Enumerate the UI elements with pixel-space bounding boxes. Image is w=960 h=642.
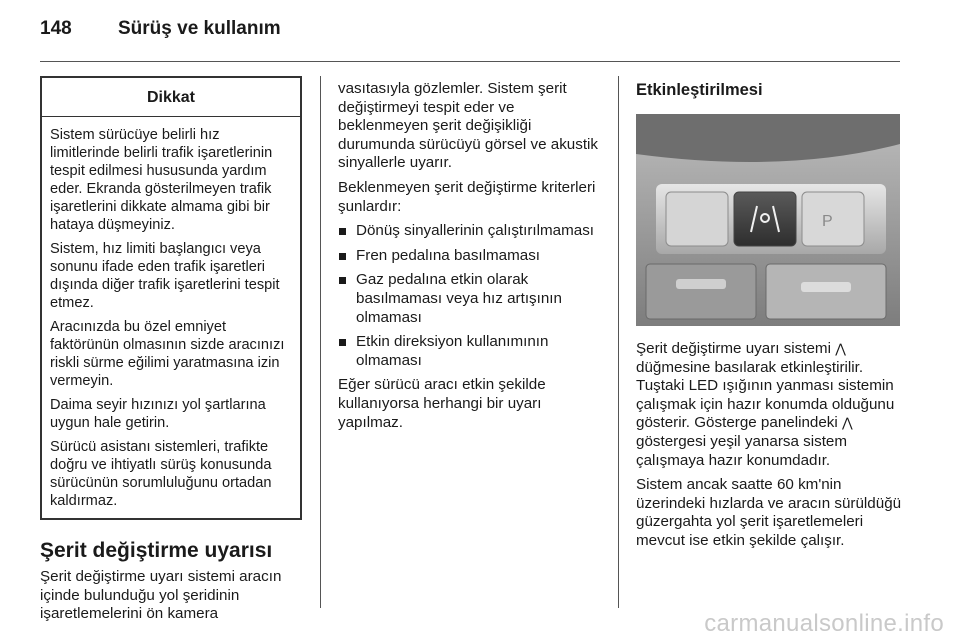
speed-condition-paragraph: Sistem ancak saatte 60 km'nin üzerindeki hızlarda ve aracın sürüldüğü güzergahta yol şerit işaretlemeleri mevcut ise etkin şekilde çalışır. — [636, 476, 902, 549]
activation-text-a: Şerit değiştirme uyarı sistemi — [636, 340, 831, 357]
caution-paragraph: Sistem, hız limiti başlangıcı veya sonunu ifade eden trafik işaretleri dışında diğer trafik işaretlerini tespit etmez. — [50, 241, 280, 311]
parking-sensor-label: P — [822, 213, 833, 230]
list-item: Etkin direksiyon kullanımının olmaması — [338, 333, 600, 370]
column-1 — [40, 76, 302, 630]
column-3 — [636, 80, 902, 557]
activation-text-b: düğmesine basılarak etkinleştirilir. Tuştaki LED ışığının yanması sistemin çalışmak için hazır konumda olduğunu gösterir. Gösterge panelindeki — [636, 358, 895, 432]
activation-paragraph — [636, 340, 902, 470]
caution-paragraph: Daima seyir hızınızı yol şartlarına uygun hale getirin. — [50, 397, 266, 431]
column-divider-2 — [618, 76, 619, 608]
page-number: 148 — [40, 18, 72, 39]
header-rule — [40, 61, 900, 62]
section-intro: Şerit değiştirme uyarı sistemi aracın içinde bulunduğu yol şeridinin işaretlemelerini ön kamera — [40, 568, 282, 623]
continuation-paragraph: vasıtasıyla gözlemler. Sistem şerit değiştirmeyi tespit eder ve beklenmeyen şerit değişikliği durumunda sürücüyü görsel ve akustik sinyallerle uyarır. — [338, 80, 599, 172]
caution-box — [40, 76, 302, 520]
dashboard-button-photo — [636, 114, 900, 326]
criteria-list — [338, 222, 600, 370]
caution-heading: Dikkat — [42, 78, 300, 117]
caution-body — [42, 117, 300, 518]
list-item: Gaz pedalına etkin olarak basılmaması veya hız artışının olmaması — [338, 271, 600, 327]
watermark: carmanualsonline.info — [704, 610, 944, 637]
activation-text-c: göstergesi yeşil yanarsa sistem çalışmaya hazır konumdadır. — [636, 432, 848, 469]
running-title: Sürüş ve kullanım — [118, 18, 281, 39]
page-header — [40, 18, 900, 58]
subsection-title: Etkinleştirilmesi — [636, 81, 763, 99]
section-title: Şerit değiştirme uyarısı — [40, 539, 273, 562]
column-2 — [338, 80, 600, 438]
closing-paragraph: Eğer sürücü aracı etkin şekilde kullanıyorsa herhangi bir uyarı yapılmaz. — [338, 376, 546, 431]
lane-departure-icon: ⋀ — [835, 341, 846, 356]
criteria-intro: Beklenmeyen şerit değiştirme kriterleri şunlardır: — [338, 178, 596, 215]
caution-paragraph: Aracınızda bu özel emniyet faktörünün olmasının sizde aracınızı riskli sürme eğilimi yaratmasına izin vermeyin. — [50, 319, 285, 389]
caution-paragraph: Sistem sürücüye belirli hız limitlerinde belirli trafik işaretlerinin tespit edilmesi hususunda yardım eder. Ekranda gösterilmeyen trafik işaretlerini dikkate almama gibi bir hataya düşmeyiniz. — [50, 127, 273, 233]
dashboard-photo-illustration — [636, 114, 900, 326]
lane-departure-icon: ⋀ — [842, 415, 853, 431]
column-divider-1 — [320, 76, 321, 608]
list-item: Fren pedalına basılmaması — [338, 247, 600, 266]
list-item: Dönüş sinyallerinin çalıştırılmaması — [338, 222, 600, 241]
caution-paragraph: Sürücü asistanı sistemleri, trafikte doğru ve ihtiyatlı sürüş konusunda sürücünün sorumluluğunu ortadan kaldırmaz. — [50, 439, 272, 509]
